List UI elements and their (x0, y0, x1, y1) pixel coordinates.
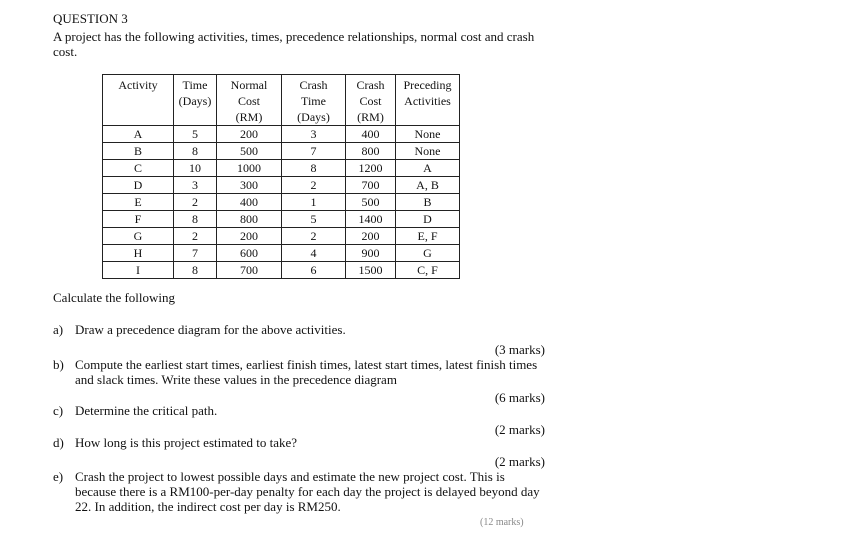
cell-activity: D (103, 177, 174, 194)
header-crash-time-line: (Days) (297, 110, 330, 124)
header-preceding-line: Preceding (403, 78, 452, 92)
cell-time: 3 (174, 177, 217, 194)
header-normal-cost-line: Cost (237, 94, 260, 108)
cell-normal-cost: 1000 (217, 160, 282, 177)
question-c-text: Determine the critical path. (75, 403, 218, 418)
cell-normal-cost: 700 (217, 262, 282, 279)
header-crash-cost (346, 75, 396, 126)
header-activity: Activity (103, 75, 174, 126)
cell-normal-cost: 200 (217, 126, 282, 143)
cell-preceding: E, F (396, 228, 460, 245)
cell-crash-time: 8 (282, 160, 346, 177)
cell-normal-cost: 200 (217, 228, 282, 245)
cell-time: 8 (174, 211, 217, 228)
cell-activity: C (103, 160, 174, 177)
cell-time: 10 (174, 160, 217, 177)
header-crash-cost-line: Cost (359, 94, 382, 108)
table-row (103, 143, 460, 160)
cell-activity: A (103, 126, 174, 143)
header-crash-time (282, 75, 346, 126)
table-row (103, 211, 460, 228)
header-time-line: (Days) (178, 94, 212, 108)
header-crash-time-line: Crash (299, 78, 328, 92)
question-e-label: e) (53, 469, 64, 484)
table-row (103, 160, 460, 177)
question-d-text: How long is this project estimated to take? (75, 435, 298, 450)
cell-normal-cost: 300 (217, 177, 282, 194)
cell-time: 7 (174, 245, 217, 262)
cell-crash-time: 1 (282, 194, 346, 211)
question-intro: A project has the following activities, times, precedence relationships, normal cost and crash cost. (53, 29, 535, 59)
cell-activity: F (103, 211, 174, 228)
question-title: QUESTION 3 (53, 11, 128, 26)
header-preceding-line: Activities (404, 94, 451, 108)
header-crash-time-line: Time (301, 94, 326, 108)
cell-preceding: None (396, 126, 460, 143)
question-d-marks: (2 marks) (494, 454, 545, 469)
cell-preceding: C, F (396, 262, 460, 279)
header-crash-cost-line: (RM) (357, 110, 384, 124)
cell-crash-time: 2 (282, 177, 346, 194)
cell-activity: H (103, 245, 174, 262)
question-d-label: d) (53, 435, 64, 450)
question-c-marks: (2 marks) (494, 422, 545, 437)
cell-normal-cost: 600 (217, 245, 282, 262)
header-crash-cost-line: Crash (356, 78, 385, 92)
cell-crash-cost: 400 (346, 126, 396, 143)
cell-crash-time: 5 (282, 211, 346, 228)
trailing-marks-fragment: (12 marks) (480, 517, 524, 528)
cell-crash-cost: 200 (346, 228, 396, 245)
cell-time: 2 (174, 228, 217, 245)
question-b-marks: (6 marks) (494, 390, 545, 405)
cell-crash-time: 2 (282, 228, 346, 245)
table-row (103, 126, 460, 143)
table-row (103, 228, 460, 245)
table-row (103, 262, 460, 279)
cell-preceding: None (396, 143, 460, 160)
table-row (103, 194, 460, 211)
question-c-label: c) (53, 403, 64, 418)
cell-crash-cost: 800 (346, 143, 396, 160)
cell-crash-cost: 700 (346, 177, 396, 194)
cell-preceding: B (396, 194, 460, 211)
cell-crash-cost: 500 (346, 194, 396, 211)
cell-time: 8 (174, 143, 217, 160)
header-normal-cost-line: Normal (230, 78, 268, 92)
cell-crash-time: 4 (282, 245, 346, 262)
question-a-text: Draw a precedence diagram for the above activities. (75, 322, 346, 337)
header-time (174, 75, 217, 126)
question-a-marks: (3 marks) (494, 342, 545, 357)
cell-preceding: A (396, 160, 460, 177)
activity-table (102, 74, 460, 279)
table-row (103, 177, 460, 194)
cell-time: 5 (174, 126, 217, 143)
cell-time: 8 (174, 262, 217, 279)
cell-crash-cost: 1200 (346, 160, 396, 177)
header-normal-cost-line: (RM) (235, 110, 263, 124)
cell-preceding: G (396, 245, 460, 262)
cell-activity: I (103, 262, 174, 279)
question-e-text: Crash the project to lowest possible days and estimate the new project cost. This is because there is a RM100-per-day penalty for each day the project is delayed beyond day 22. In addition, the indirect cost per day is RM250. (75, 469, 540, 514)
cell-crash-cost: 1400 (346, 211, 396, 228)
question-a-label: a) (53, 322, 64, 337)
header-normal-cost (217, 75, 282, 126)
question-b-text: Compute the earliest start times, earliest finish times, latest start times, latest finish times and slack times. Write these values in the precedence diagram (75, 357, 538, 387)
cell-crash-time: 3 (282, 126, 346, 143)
cell-normal-cost: 800 (217, 211, 282, 228)
table-header-row (103, 75, 460, 126)
cell-crash-cost: 1500 (346, 262, 396, 279)
cell-crash-time: 7 (282, 143, 346, 160)
cell-time: 2 (174, 194, 217, 211)
cell-crash-time: 6 (282, 262, 346, 279)
question-b-label: b) (53, 357, 64, 372)
cell-preceding: D (396, 211, 460, 228)
table-row (103, 245, 460, 262)
cell-preceding: A, B (396, 177, 460, 194)
cell-normal-cost: 400 (217, 194, 282, 211)
cell-crash-cost: 900 (346, 245, 396, 262)
cell-normal-cost: 500 (217, 143, 282, 160)
calculate-label: Calculate the following (53, 290, 176, 305)
cell-activity: E (103, 194, 174, 211)
cell-activity: G (103, 228, 174, 245)
cell-activity: B (103, 143, 174, 160)
header-preceding (396, 75, 460, 126)
header-time-line: Time (182, 78, 208, 92)
